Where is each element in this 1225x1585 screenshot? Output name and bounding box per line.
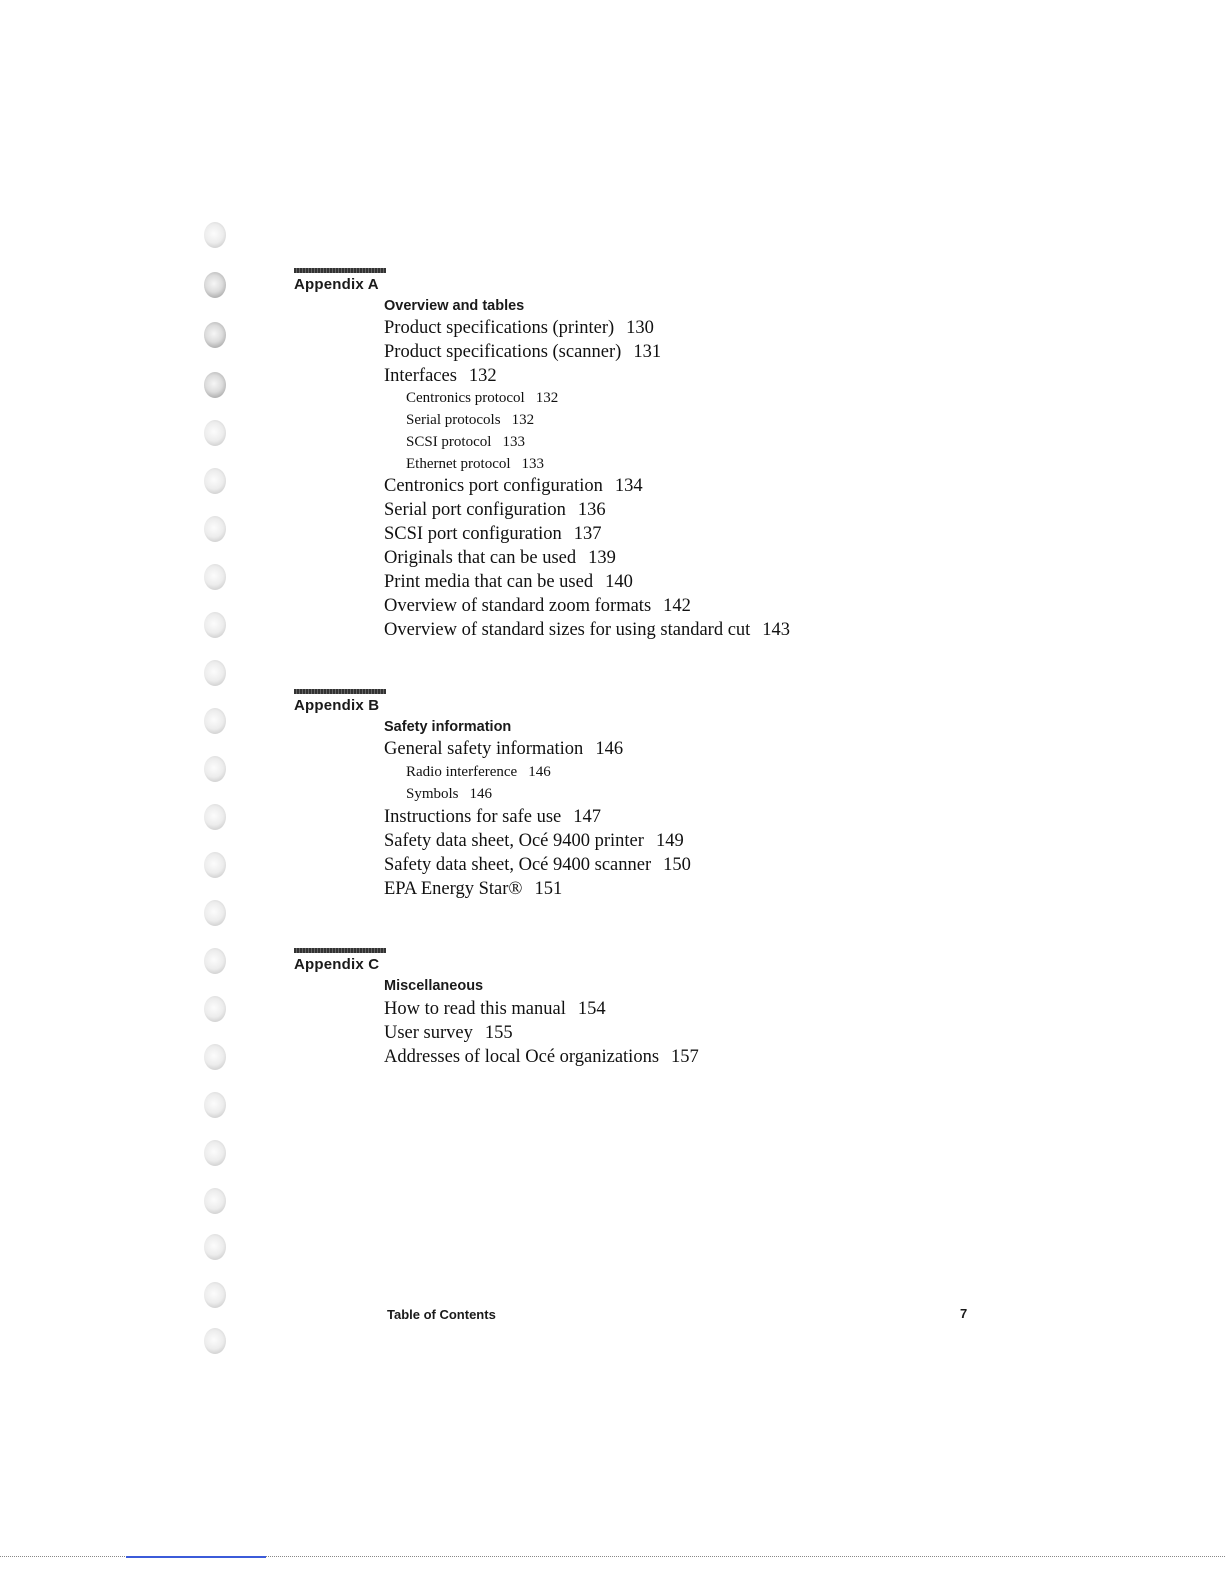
appendix-label: Appendix A: [294, 276, 379, 293]
toc-entry[interactable]: [384, 998, 606, 1020]
toc-entry-text: Serial port configuration: [384, 500, 566, 520]
toc-entry[interactable]: [384, 1046, 699, 1068]
toc-entry-page: 142: [663, 596, 691, 616]
binder-hole-icon: [204, 564, 226, 590]
toc-entry-page: 154: [577, 999, 606, 1019]
toc-entry[interactable]: [384, 854, 691, 876]
binder-hole-icon: [204, 1188, 226, 1214]
binder-hole-icon: [204, 1282, 226, 1308]
toc-entry-page: 133: [521, 456, 545, 472]
toc-entry-text: General safety information: [384, 739, 584, 759]
footer-title: Table of Contents: [387, 1307, 496, 1322]
binder-hole-icon: [204, 322, 226, 348]
toc-entry-page: 132: [511, 412, 535, 428]
toc-subentry[interactable]: [406, 784, 492, 804]
toc-entry[interactable]: [384, 499, 606, 521]
bottom-link-underline: [126, 1556, 266, 1558]
binder-hole-icon: [204, 1092, 226, 1118]
toc-entry[interactable]: [384, 341, 661, 363]
binder-hole-icon: [204, 1234, 226, 1260]
toc-entry[interactable]: [384, 878, 562, 900]
appendix-a-heading: [294, 268, 386, 294]
appendix-bar: [294, 689, 386, 694]
binder-hole-icon: [204, 804, 226, 830]
toc-subentry[interactable]: [406, 432, 525, 452]
binder-hole-icon: [204, 996, 226, 1022]
toc-entry-text: Centronics port configuration: [384, 476, 603, 496]
binder-hole-icon: [204, 948, 226, 974]
toc-entry[interactable]: [384, 738, 623, 760]
toc-entry-page: 151: [534, 879, 563, 899]
binder-hole-icon: [204, 372, 226, 398]
toc-entry-text: Originals that can be used: [384, 548, 577, 568]
toc-subentry[interactable]: [406, 762, 551, 782]
binder-hole-icon: [204, 1328, 226, 1354]
toc-entry-text: Product specifications (printer): [384, 318, 615, 338]
toc-entry-page: 133: [502, 434, 525, 450]
toc-entry-text: Instructions for safe use: [384, 807, 562, 827]
toc-entry-text: Print media that can be used: [384, 572, 594, 592]
section-title: Safety information: [384, 719, 512, 735]
binder-hole-icon: [204, 900, 226, 926]
toc-entry-text: Overview of standard zoom formats: [384, 596, 652, 616]
toc-entry[interactable]: [384, 571, 633, 593]
toc-entry[interactable]: [384, 523, 602, 545]
toc-entry[interactable]: [384, 619, 790, 641]
toc-entry[interactable]: [384, 475, 643, 497]
binder-hole-icon: [204, 852, 226, 878]
toc-entry-page: 146: [595, 739, 624, 759]
toc-entry-text: Interfaces: [384, 366, 457, 386]
toc-entry-page: 132: [468, 366, 497, 386]
toc-entry-text: User survey: [384, 1023, 473, 1043]
toc-entry[interactable]: [384, 595, 691, 617]
binder-hole-icon: [204, 468, 226, 494]
binder-hole-icon: [204, 420, 226, 446]
appendix-bar: [294, 268, 386, 273]
toc-entry-text: Safety data sheet, Océ 9400 scanner: [384, 855, 652, 875]
toc-entry[interactable]: [384, 830, 684, 852]
appendix-label: Appendix C: [294, 956, 380, 973]
binder-hole-icon: [204, 660, 226, 686]
binder-hole-icon: [204, 222, 226, 248]
toc-entry-page: 131: [633, 342, 662, 362]
toc-entry[interactable]: [384, 365, 497, 387]
binder-hole-icon: [204, 612, 226, 638]
toc-entry[interactable]: [384, 1022, 513, 1044]
section-title: Overview and tables: [384, 298, 525, 314]
toc-entry-page: 143: [762, 620, 791, 640]
toc-subentry[interactable]: [406, 388, 558, 408]
binder-hole-icon: [204, 516, 226, 542]
appendix-bar: [294, 948, 386, 953]
binder-hole-icon: [204, 272, 226, 298]
binder-hole-icon: [204, 1044, 226, 1070]
toc-entry-text: Serial protocols: [406, 412, 501, 428]
toc-entry-text: SCSI port configuration: [384, 524, 562, 544]
toc-entry-text: Centronics protocol: [406, 390, 525, 406]
toc-subentry[interactable]: [406, 454, 544, 474]
toc-entry-text: EPA Energy Star®: [384, 879, 523, 899]
toc-entry-page: 140: [605, 572, 633, 592]
toc-entry[interactable]: [384, 547, 616, 569]
footer-page-number: 7: [960, 1306, 968, 1321]
toc-entry-text: Safety data sheet, Océ 9400 printer: [384, 831, 644, 851]
toc-entry-text: Addresses of local Océ organizations: [384, 1047, 660, 1067]
toc-entry-page: 132: [535, 390, 559, 406]
binder-hole-icon: [204, 1140, 226, 1166]
binder-hole-icon: [204, 708, 226, 734]
appendix-c-heading: [294, 948, 386, 974]
toc-entry-text: Product specifications (scanner): [384, 342, 622, 362]
toc-entry-page: 130: [626, 318, 654, 338]
toc-entry-text: Ethernet protocol: [406, 456, 511, 472]
toc-entry-page: 146: [469, 786, 493, 802]
toc-entry-text: Radio interference: [406, 764, 518, 780]
appendix-b-heading: [294, 689, 386, 715]
toc-subentry[interactable]: [406, 410, 534, 430]
toc-entry-page: 147: [573, 807, 601, 827]
toc-entry[interactable]: [384, 317, 654, 339]
toc-entry-text: SCSI protocol: [406, 434, 492, 450]
toc-entry-page: 150: [663, 855, 691, 875]
toc-entry-page: 136: [577, 500, 606, 520]
toc-entry[interactable]: [384, 806, 601, 828]
binder-hole-icon: [204, 756, 226, 782]
toc-entry-page: 137: [573, 524, 602, 544]
appendix-label: Appendix B: [294, 697, 380, 714]
toc-entry-text: How to read this manual: [384, 999, 566, 1019]
toc-entry-text: Symbols: [406, 786, 459, 802]
toc-entry-page: 157: [671, 1047, 699, 1067]
toc-entry-page: 149: [655, 831, 684, 851]
toc-entry-page: 146: [528, 764, 551, 780]
toc-entry-text: Overview of standard sizes for using standard cut: [384, 620, 751, 640]
toc-entry-page: 134: [614, 476, 643, 496]
section-title: Miscellaneous: [384, 978, 484, 994]
toc-entry-page: 155: [484, 1023, 513, 1043]
toc-entry-page: 139: [588, 548, 616, 568]
